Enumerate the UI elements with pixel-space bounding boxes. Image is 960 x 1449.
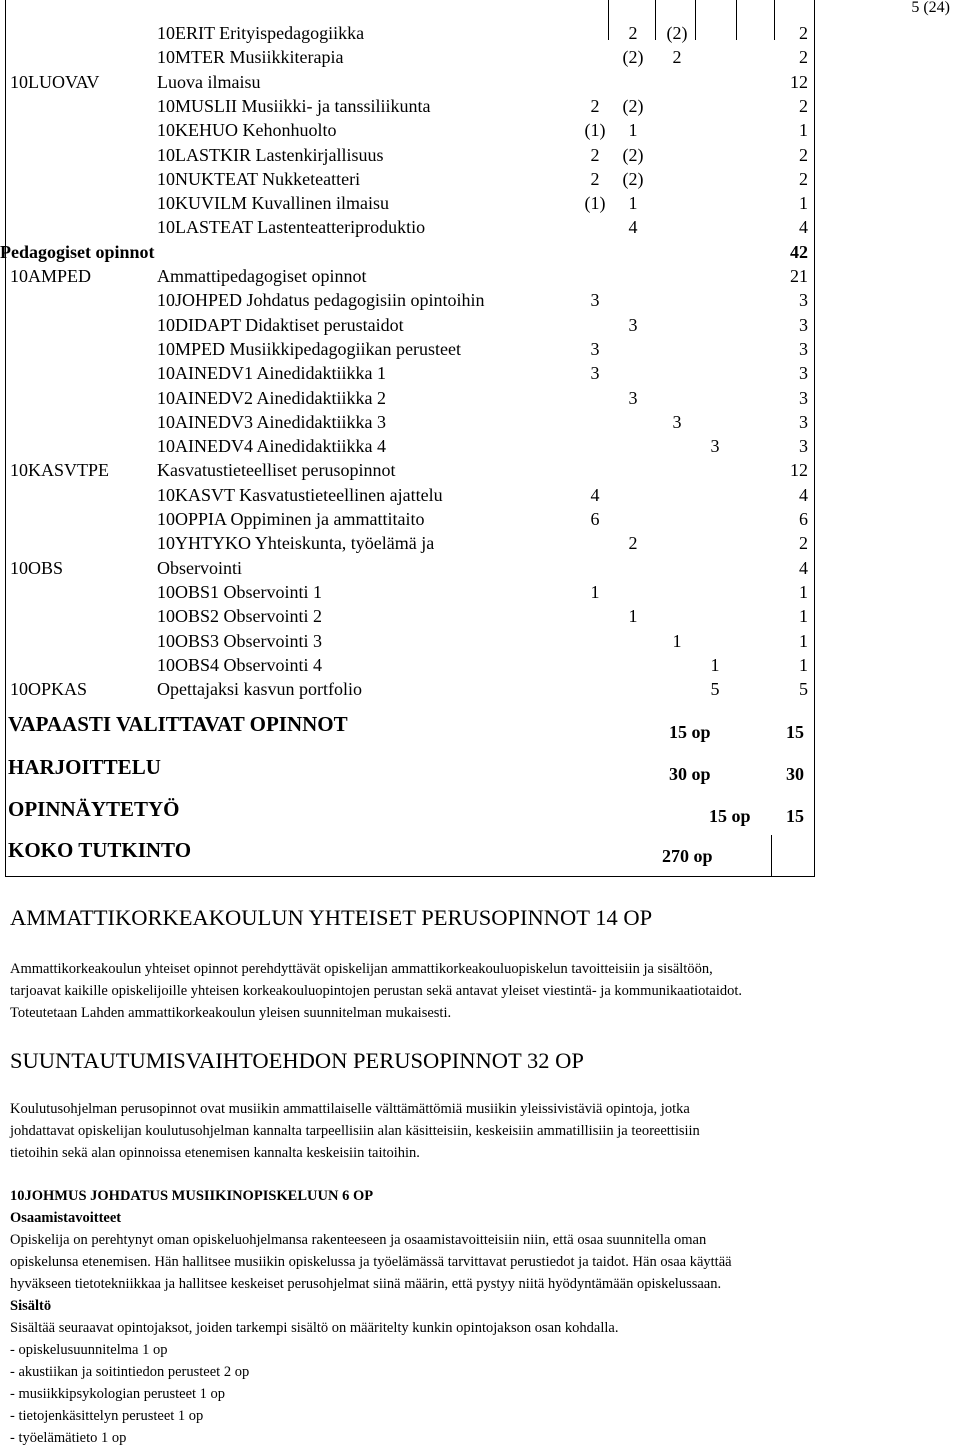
course-title: 10JOHMUS JOHDATUS MUSIIKINOPISKELUUN 6 OP — [10, 1188, 374, 1204]
row-name: 10KEHUO Kehonhuolto — [157, 120, 337, 141]
summary-label: VAPAASTI VALITTAVAT OPINNOT — [8, 712, 348, 736]
row-name: 10OBS2 Observointi 2 — [157, 606, 323, 627]
summary-op: 30 op — [669, 764, 711, 784]
row-credit-3: (2) — [666, 23, 688, 43]
table-row — [0, 21, 820, 45]
table-row — [0, 434, 820, 458]
table-row — [0, 629, 820, 653]
row-total: 2 — [799, 47, 808, 68]
section-heading-yhteiset: AMMATTIKORKEAKOULUN YHTEISET PERUSOPINNOT 14 OP — [10, 905, 653, 930]
text-line: - tietojenkäsittelyn perusteet 1 op — [10, 1408, 204, 1424]
row-name: 10DIDAPT Didaktiset perustaidot — [157, 314, 404, 335]
row-credit-1: 2 — [590, 144, 600, 165]
row-credit-2: (2) — [622, 95, 644, 116]
table-row — [0, 604, 820, 628]
content-list — [10, 1317, 950, 1449]
row-name: Ammattipedagogiset opinnot — [157, 266, 367, 286]
summary-total: 15 — [786, 806, 804, 826]
row-total: 3 — [799, 363, 808, 384]
table-row — [0, 191, 820, 215]
row-credit-2: 3 — [628, 387, 638, 408]
row-credit-3: 3 — [672, 411, 682, 432]
row-credit-1: 6 — [590, 509, 600, 529]
row-name: Luova ilmaisu — [157, 71, 261, 92]
table-row — [0, 288, 820, 312]
row-credit-1: 2 — [590, 168, 600, 189]
row-total: 3 — [799, 387, 808, 408]
row-name: 10AINEDV3 Ainedidaktiikka 3 — [157, 411, 386, 432]
row-name: 10KUVILM Kuvallinen ilmaisu — [157, 193, 389, 214]
summary-op: 15 op — [709, 806, 751, 826]
text-line: tietoihin sekä alan opinnoissa etenemisen kannalta keskeisiin taitoihin. — [10, 1145, 420, 1161]
text-line: Opiskelija on perehtynyt oman opiskeluohjelmansa rakenteeseen ja osaamistavoitteisiin niin, että osaa suunnitella oman — [10, 1232, 707, 1248]
table-row — [0, 313, 820, 337]
row-credit-4: 3 — [710, 436, 720, 457]
row-name: 10KASVT Kasvatustieteellinen ajattelu — [157, 484, 443, 505]
row-credit-2: 2 — [628, 23, 638, 43]
table-row — [0, 94, 820, 118]
table-row — [0, 580, 820, 604]
summary-label: OPINNÄYTETYÖ — [8, 797, 180, 821]
row-total: 21 — [790, 266, 808, 286]
row-credit-1: 4 — [590, 484, 600, 505]
row-credit-1: (1) — [584, 193, 606, 214]
row-total: 12 — [790, 71, 808, 92]
summary-label: HARJOITTELU — [8, 755, 161, 779]
row-credit-2: 1 — [628, 193, 638, 214]
row-total: 42 — [790, 241, 808, 262]
table-row — [0, 337, 820, 361]
row-name: 10AINEDV1 Ainedidaktiikka 1 — [157, 363, 386, 384]
row-credit-1: 3 — [590, 338, 600, 359]
row-credit-2: (2) — [622, 144, 644, 165]
row-name: Kasvatustieteelliset perusopinnot — [157, 460, 396, 481]
text-line: - akustiikan ja soitintiedon perusteet 2 op — [10, 1364, 250, 1380]
row-name: 10NUKTEAT Nukketeatteri — [157, 168, 361, 189]
table-border-bottom — [5, 876, 815, 877]
row-total: 2 — [799, 95, 808, 116]
summary-label: KOKO TUTKINTO — [8, 838, 192, 862]
row-code: 10KASVTPE — [10, 460, 110, 481]
row-total: 2 — [799, 144, 808, 165]
row-name: 10AINEDV4 Ainedidaktiikka 4 — [157, 436, 386, 457]
row-credit-1: 2 — [590, 95, 600, 116]
table-row — [0, 240, 820, 264]
table-row — [0, 483, 820, 507]
row-total: 1 — [799, 581, 808, 602]
row-credit-2: 2 — [628, 533, 638, 554]
table-row — [0, 167, 820, 191]
row-name: 10MPED Musiikkipedagogiikan perusteet — [157, 338, 461, 359]
row-name: 10JOHPED Johdatus pedagogisiin opintoihin — [157, 290, 485, 311]
row-total: 3 — [799, 290, 808, 311]
row-total: 12 — [790, 460, 808, 481]
row-credit-1: 1 — [590, 581, 600, 602]
row-credit-2: (2) — [622, 168, 644, 189]
row-total: 6 — [799, 509, 808, 529]
content-heading: Sisältö — [10, 1298, 52, 1314]
row-code: 10LUOVAV — [10, 71, 100, 92]
summary-total: 30 — [786, 764, 804, 784]
summary-total: 15 — [786, 722, 804, 742]
table-row — [0, 458, 820, 482]
table-row — [0, 70, 820, 94]
row-credit-2: 1 — [628, 120, 638, 141]
row-credit-1: 3 — [590, 290, 600, 311]
text-line: opiskelunsa etenemisen. Hän hallitsee musiikin opiskelussa ja työelämässä tarvittavat perustiedot ja taidot. Hän osaa käyttää — [10, 1254, 732, 1270]
table-row — [0, 215, 820, 239]
row-total: 2 — [799, 168, 808, 189]
table-row — [0, 361, 820, 385]
table-row — [0, 677, 820, 701]
row-credit-3: 1 — [672, 630, 682, 651]
row-name: 10OBS1 Observointi 1 — [157, 581, 323, 602]
table-row — [0, 45, 820, 69]
row-credit-4: 1 — [710, 654, 720, 675]
row-total: 1 — [799, 120, 808, 141]
row-total: 2 — [799, 533, 808, 554]
table-row — [0, 531, 820, 555]
row-total: 3 — [799, 411, 808, 432]
text-line: tarjoavat kaikille opiskelijoille yhteisen korkeakouluopintojen perustan sekä antavat yleiset viestintä- ja kommunikaatiotaidot. — [10, 983, 743, 999]
row-name: 10YHTYKO Yhteiskunta, työelämä ja — [157, 533, 435, 554]
row-code: 10AMPED — [10, 266, 92, 286]
row-credit-1: 3 — [590, 363, 600, 384]
row-total: 3 — [799, 436, 808, 457]
row-total: 1 — [799, 630, 808, 651]
text-line: Toteutetaan Lahden ammattikorkeakoulun yleisen suunnitelman mukaisesti. — [10, 1005, 452, 1021]
table-row — [0, 118, 820, 142]
row-code: Pedagogiset opinnot — [0, 241, 155, 262]
text-line: Koulutusohjelman perusopinnot ovat musiikin ammattilaiselle välttämättömiä musiikin yleissivistäviä opintoja, jotka — [10, 1101, 690, 1117]
text-line: - musiikkipsykologian perusteet 1 op — [10, 1386, 226, 1402]
summary-op: 15 op — [669, 722, 711, 742]
row-credit-4: 5 — [710, 679, 720, 700]
section-heading-suuntautumis: SUUNTAUTUMISVAIHTOEHDON PERUSOPINNOT 32 OP — [10, 1048, 584, 1073]
text-line: - työelämätieto 1 op — [10, 1430, 127, 1446]
row-total: 3 — [799, 338, 808, 359]
goals-text — [10, 1229, 950, 1295]
row-credit-1: (1) — [584, 120, 606, 141]
row-name: 10LASTEAT Lastenteatteriproduktio — [157, 217, 426, 238]
table-row — [0, 386, 820, 410]
row-name: 10MUSLII Musiikki- ja tanssiliikunta — [157, 95, 431, 116]
row-total: 4 — [799, 484, 808, 505]
row-total: 5 — [799, 679, 808, 700]
section-text-suuntautumis — [10, 1098, 950, 1164]
page-number: 5 (24) — [911, 0, 950, 16]
row-name: 10AINEDV2 Ainedidaktiikka 2 — [157, 387, 386, 408]
row-credit-2: 4 — [628, 217, 638, 238]
table-row — [0, 264, 820, 288]
text-line: - opiskelusuunnitelma 1 op — [10, 1342, 168, 1358]
row-total: 4 — [799, 557, 808, 578]
row-name: Observointi — [157, 557, 242, 578]
table-row — [0, 143, 820, 167]
row-credit-2: (2) — [622, 47, 644, 68]
row-credit-3: 2 — [672, 47, 682, 68]
text-line: Ammattikorkeakoulun yhteiset opinnot perehdyttävät opiskelijan ammattikorkeakouluopiskelun tavoitteisiin ja sisältöön, — [10, 961, 713, 977]
row-code: 10OPKAS — [10, 679, 88, 700]
table-row — [0, 556, 820, 580]
row-credit-2: 3 — [628, 314, 638, 335]
text-line: hyväkseen tietotekniikkaa ja hallitsee keskeiset perusohjelmat siinä määrin, että pystyy niitä hyödyntämään opiskelussaan. — [10, 1276, 722, 1292]
text-line: Sisältää seuraavat opintojaksot, joiden tarkempi sisältö on määritelty kunkin opintojakson osan kohdalla. — [10, 1320, 619, 1336]
row-name: 10OPPIA Oppiminen ja ammattitaito — [157, 509, 425, 529]
table-row — [0, 653, 820, 677]
row-total: 4 — [799, 217, 808, 238]
row-code: 10OBS — [10, 557, 64, 578]
row-name: 10MTER Musiikkiterapia — [157, 47, 344, 68]
row-name: 10OBS3 Observointi 3 — [157, 630, 323, 651]
text-line: johdattavat opiskelijan koulutusohjelman kannalta tarpeellisiin alan käsitteisiin, keskeisiin ammatillisiin ja teoreettisiin — [10, 1123, 700, 1139]
section-text-yhteiset — [10, 958, 950, 1024]
col-divider — [771, 835, 772, 877]
row-name: 10OBS4 Observointi 4 — [157, 654, 323, 675]
summary-op: 270 op — [662, 846, 713, 866]
table-row — [0, 507, 820, 531]
row-total: 1 — [799, 606, 808, 627]
row-credit-2: 1 — [628, 606, 638, 627]
row-total: 1 — [799, 654, 808, 675]
row-total: 1 — [799, 193, 808, 214]
row-total: 2 — [799, 23, 808, 43]
row-name: 10LASTKIR Lastenkirjallisuus — [157, 144, 384, 165]
row-total: 3 — [799, 314, 808, 335]
row-name: 10ERIT Erityispedagogiikka — [157, 23, 365, 43]
goals-heading: Osaamistavoitteet — [10, 1210, 122, 1226]
table-row — [0, 410, 820, 434]
row-name: Opettajaksi kasvun portfolio — [157, 679, 362, 700]
